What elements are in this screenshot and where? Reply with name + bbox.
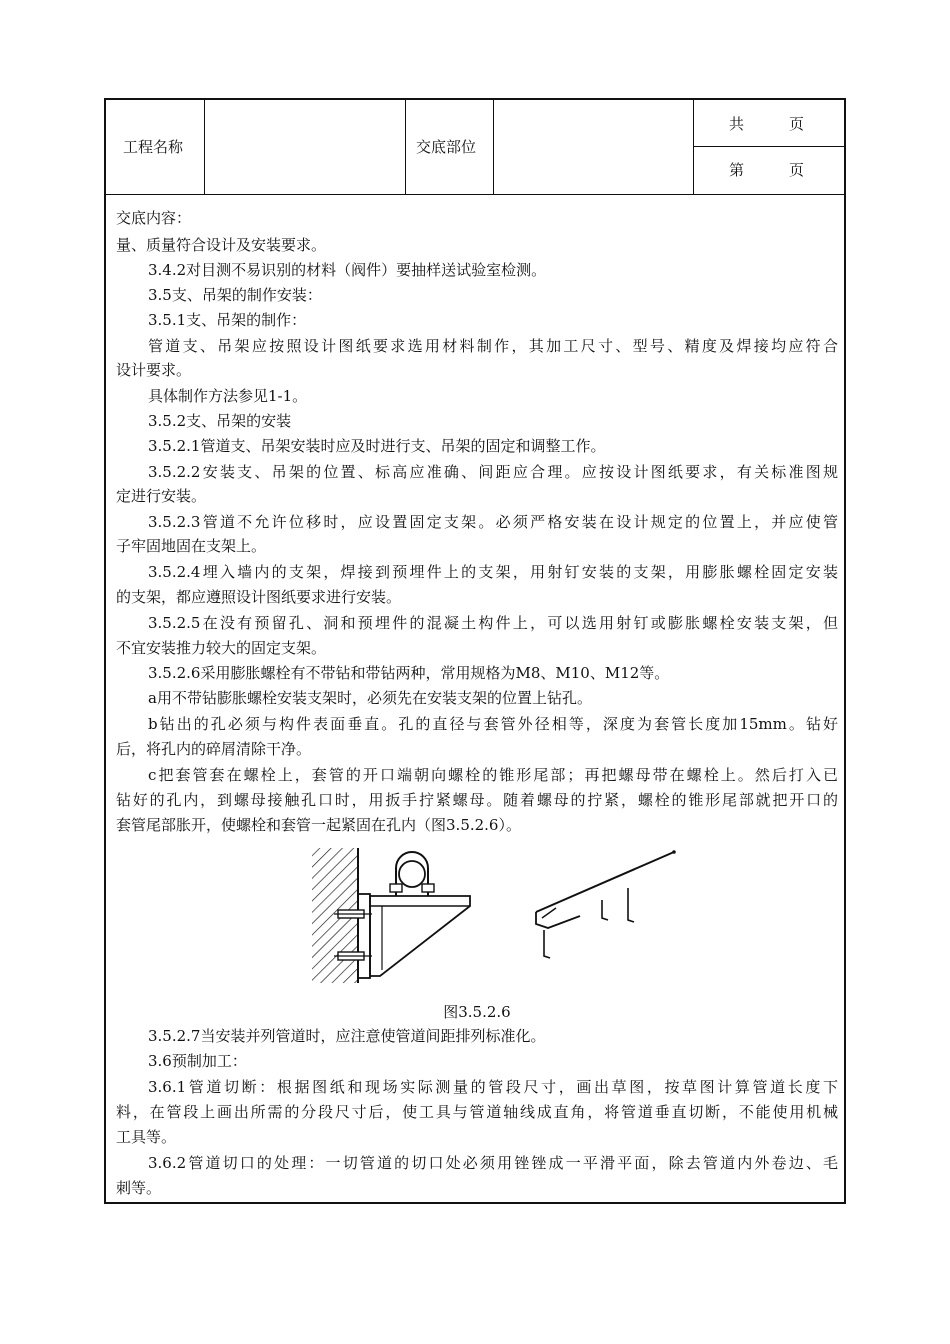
- text-line: 3.4.2对目测不易识别的材料（阀件）要抽样送试验室检测。: [148, 261, 547, 279]
- text-line: 3.5.2.5在没有预留孔、洞和预埋件的混凝土构件上，可以选用射钉或膨胀螺栓安装支架，但: [148, 614, 838, 632]
- text-line: b钻出的孔必须与构件表面垂直。孔的直径与套管外径相等，深度为套管长度加15mm。钻好: [148, 715, 838, 733]
- text-line: 3.6.1管道切断：根据图纸和现场实际测量的管段尺寸，画出草图，按草图计算管道长度下: [148, 1078, 838, 1096]
- divider: [405, 100, 406, 194]
- anchor-hook: [602, 900, 608, 920]
- nut: [390, 884, 402, 892]
- divider: [204, 100, 205, 194]
- anchor-hook: [628, 888, 634, 922]
- divider: [693, 100, 694, 194]
- angle-steel: [536, 852, 674, 912]
- text-line: 设计要求。: [116, 361, 192, 379]
- text-line: 套管尾部胀开，使螺栓和套管一起紧固在孔内（图3.5.2.6）。: [116, 816, 521, 834]
- project-name-label: 工程名称: [123, 138, 184, 156]
- text-line: 3.6.2管道切口的处理：一切管道的切口处必须用锉锉成一平滑平面，除去管道内外卷边、毛: [148, 1154, 838, 1172]
- text-line: 具体制作方法参见1-1。: [148, 387, 308, 405]
- text-line: c把套管套在螺栓上，套管的开口端朝向螺栓的锥形尾部；再把螺母带在螺栓上。然后打入已: [148, 766, 838, 784]
- text-line: 刺等。: [116, 1179, 162, 1197]
- location-label: 交底部位: [416, 138, 477, 156]
- base-plate: [358, 894, 370, 978]
- text-line: 不宜安装推力较大的固定支架。: [116, 639, 327, 657]
- angle-bracket-drawing: [536, 850, 676, 958]
- form-header: [106, 100, 844, 195]
- text-line: 3.5.1支、吊架的制作：: [148, 311, 307, 329]
- wall-bracket-drawing: [312, 848, 470, 983]
- text-line: 料，在管段上画出所需的分段尺寸后，使工具与管道轴线成直角，将管道垂直切断，不能使用机械: [116, 1103, 838, 1121]
- nut: [422, 884, 434, 892]
- divider: [694, 146, 844, 147]
- bracket-installation-figure: [310, 846, 682, 996]
- text-line: 3.5.2支、吊架的安装: [148, 412, 292, 430]
- text-line: 3.5.2.6采用膨胀螺栓有不带钻和带钻两种，常用规格为M8、M10、M12等。: [148, 664, 670, 682]
- text-line: 3.5.2.2安装支、吊架的位置、标高应准确、间距应合理。应按设计图纸要求，有关标准图规: [148, 463, 838, 481]
- text-line: 3.5.2.3管道不允许位移时，应设置固定支架。必须严格安装在设计规定的位置上，并应使管: [148, 513, 838, 531]
- text-line: a用不带钻膨胀螺栓安装支架时，必须先在安装支架的位置上钻孔。: [148, 689, 592, 707]
- total-pages-label: 共 页: [729, 115, 805, 133]
- text-line: 3.6预制加工：: [148, 1052, 247, 1070]
- divider: [493, 100, 494, 194]
- text-line: 后，将孔内的碎屑清除干净。: [116, 740, 312, 758]
- text-line: 的支架，都应遵照设计图纸要求进行安装。: [116, 588, 402, 606]
- content-heading: 交底内容：: [116, 209, 192, 227]
- figure-caption: 图3.5.2.6: [443, 1003, 511, 1021]
- anchor-hook: [544, 930, 550, 958]
- text-line: 管道支、吊架应按照设计图纸要求选用材料制作，其加工尺寸、型号、精度及焊接均应符合: [148, 337, 838, 355]
- text-line: 工具等。: [116, 1128, 177, 1146]
- text-line: 子牢固地固在支架上。: [116, 537, 267, 555]
- text-line: 定进行安装。: [116, 487, 207, 505]
- text-line: 3.5支、吊架的制作安装：: [148, 286, 322, 304]
- pipe-section: [399, 861, 425, 887]
- text-line: 3.5.2.4埋入墙内的支架，焊接到预埋件上的支架，用射钉安装的支架，用膨胀螺栓固定安装: [148, 563, 838, 581]
- text-line: 3.5.2.7当安装并列管道时，应注意使管道间距排列标准化。: [148, 1027, 546, 1045]
- page-number-label: 第 页: [729, 161, 805, 179]
- text-line: 钻好的孔内，到螺母接触孔口时，用扳手拧紧螺母。随着螺母的拧紧，螺栓的锥形尾部就把开口的: [116, 791, 838, 809]
- disclosure-form: [104, 98, 846, 1204]
- text-line: 量、质量符合设计及安装要求。: [116, 236, 327, 254]
- text-line: 3.5.2.1管道支、吊架安装时应及时进行支、吊架的固定和调整工作。: [148, 437, 606, 455]
- triangle-bracket: [370, 896, 470, 976]
